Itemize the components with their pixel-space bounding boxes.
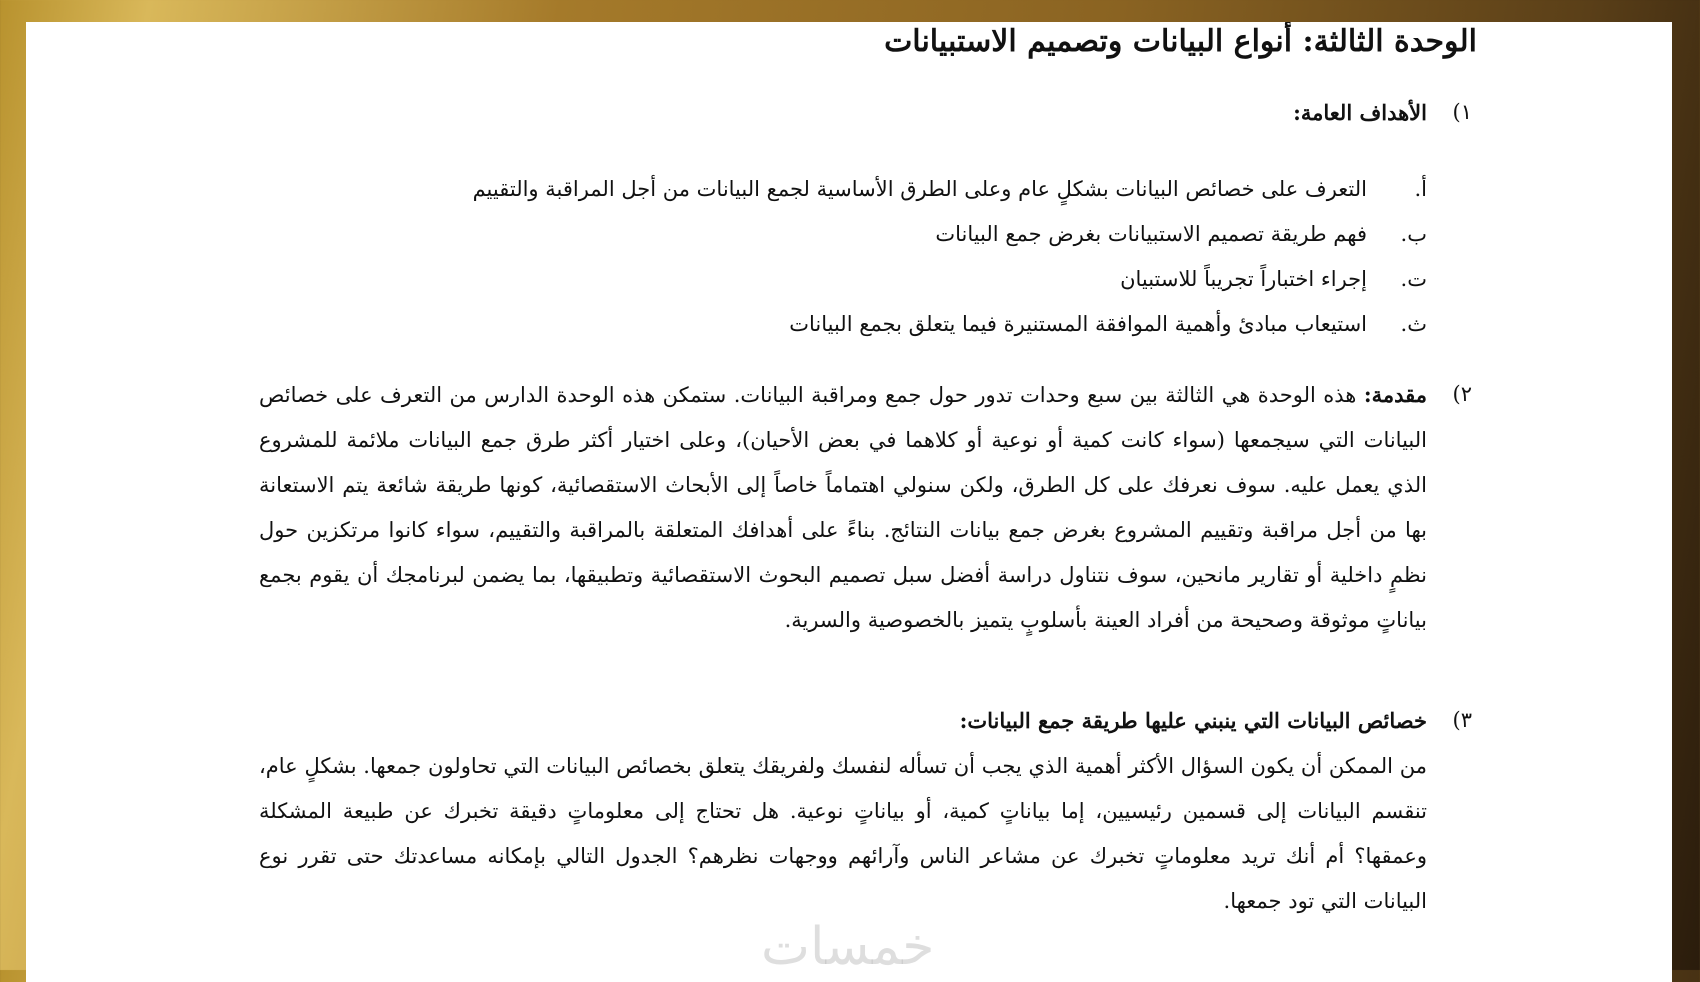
section-heading: الأهداف العامة: — [1293, 100, 1427, 125]
list-item-text: فهم طريقة تصميم الاستبيانات بغرض جمع البيانات — [935, 222, 1367, 246]
section-number: ٢) — [1452, 382, 1472, 406]
list-item-letter: ت. — [1400, 267, 1427, 291]
page-title: الوحدة الثالثة: أنواع البيانات وتصميم الاستبيانات — [884, 24, 1477, 59]
document-page — [26, 22, 1672, 982]
goals-list — [257, 167, 1427, 347]
section-paragraph: هذه الوحدة هي الثالثة بين سبع وحدات تدور حول جمع ومراقبة البيانات. ستمكن هذه الوحدة الدارس من التعرف على خصائص البيانات التي سيجمعها (سواء كانت كمية أو نوعية أو كلاهما في بعض الأحيان)، وعلى اختيار أكثر طرق جمع البيانات ملائمة للمشروع الذي يعمل عليه. سوف نعرفك على كل الطرق، ولكن سنولي اهتماماً خاصاً إلى الأبحاث الاستقصائية، كونها طريقة شائعة يتم الاستعانة بها من أجل مراقبة وتقييم المشروع بغرض جمع بيانات النتائج. بناءً على أهدافك المتعلقة بالمراقبة والتقييم، سواء كانوا مرتكزين حول نظمٍ داخلية أو تقارير مانحين، سوف نتناول دراسة أفضل سبل تصميم البحوث الاستقصائية وتطبيقها، بما يضمن لبرنامجك أن يقوم بجمع بياناتٍ موثوقة وصحيحة من أفراد العينة بأسلوبٍ يتميز بالخصوصية والسرية. — [259, 383, 1427, 632]
list-item — [257, 167, 1427, 212]
list-item-letter: ث. — [1400, 312, 1427, 336]
section-goals — [259, 90, 1472, 136]
list-item-letter: ب. — [1400, 222, 1427, 246]
section-paragraph: من الممكن أن يكون السؤال الأكثر أهمية الذي يجب أن تسأله لنفسك ولفريقك يتعلق بخصائص البيانات التي تحاولون جمعها. بشكلٍ عام، تنقسم البيانات إلى قسمين رئيسيين، إما بياناتٍ كمية، أو بياناتٍ نوعية. هل تحتاج إلى معلوماتٍ دقيقة تخبرك عن طبيعة المشكلة وعمقها؟ أم أنك تريد معلوماتٍ تخبرك عن مشاعر الناس وآرائهم ووجهات نظرهم؟ الجدول التالي بإمكانه مساعدتك حتى تقرر نوع البيانات التي تود جمعها. — [259, 754, 1427, 913]
list-item — [257, 302, 1427, 347]
list-item — [257, 212, 1427, 257]
section-heading: خصائص البيانات التي ينبني عليها طريقة جمع البيانات: — [959, 708, 1427, 733]
section-introduction — [259, 372, 1472, 643]
watermark-logo: خمسات — [761, 917, 935, 977]
list-item-letter: أ. — [1414, 177, 1427, 201]
section-data-characteristics — [259, 698, 1472, 924]
list-item-text: استيعاب مبادئ وأهمية الموافقة المستنيرة فيما يتعلق بجمع البيانات — [789, 312, 1367, 336]
list-item-text: إجراء اختباراً تجريباً للاستبيان — [1120, 267, 1367, 291]
section-number: ٣) — [1452, 708, 1472, 732]
list-item-text: التعرف على خصائص البيانات بشكلٍ عام وعلى الطرق الأساسية لجمع البيانات من أجل المراقبة والتقييم — [472, 177, 1367, 201]
section-number: ١) — [1452, 100, 1472, 124]
section-heading: مقدمة: — [1363, 382, 1427, 407]
list-item — [257, 257, 1427, 302]
